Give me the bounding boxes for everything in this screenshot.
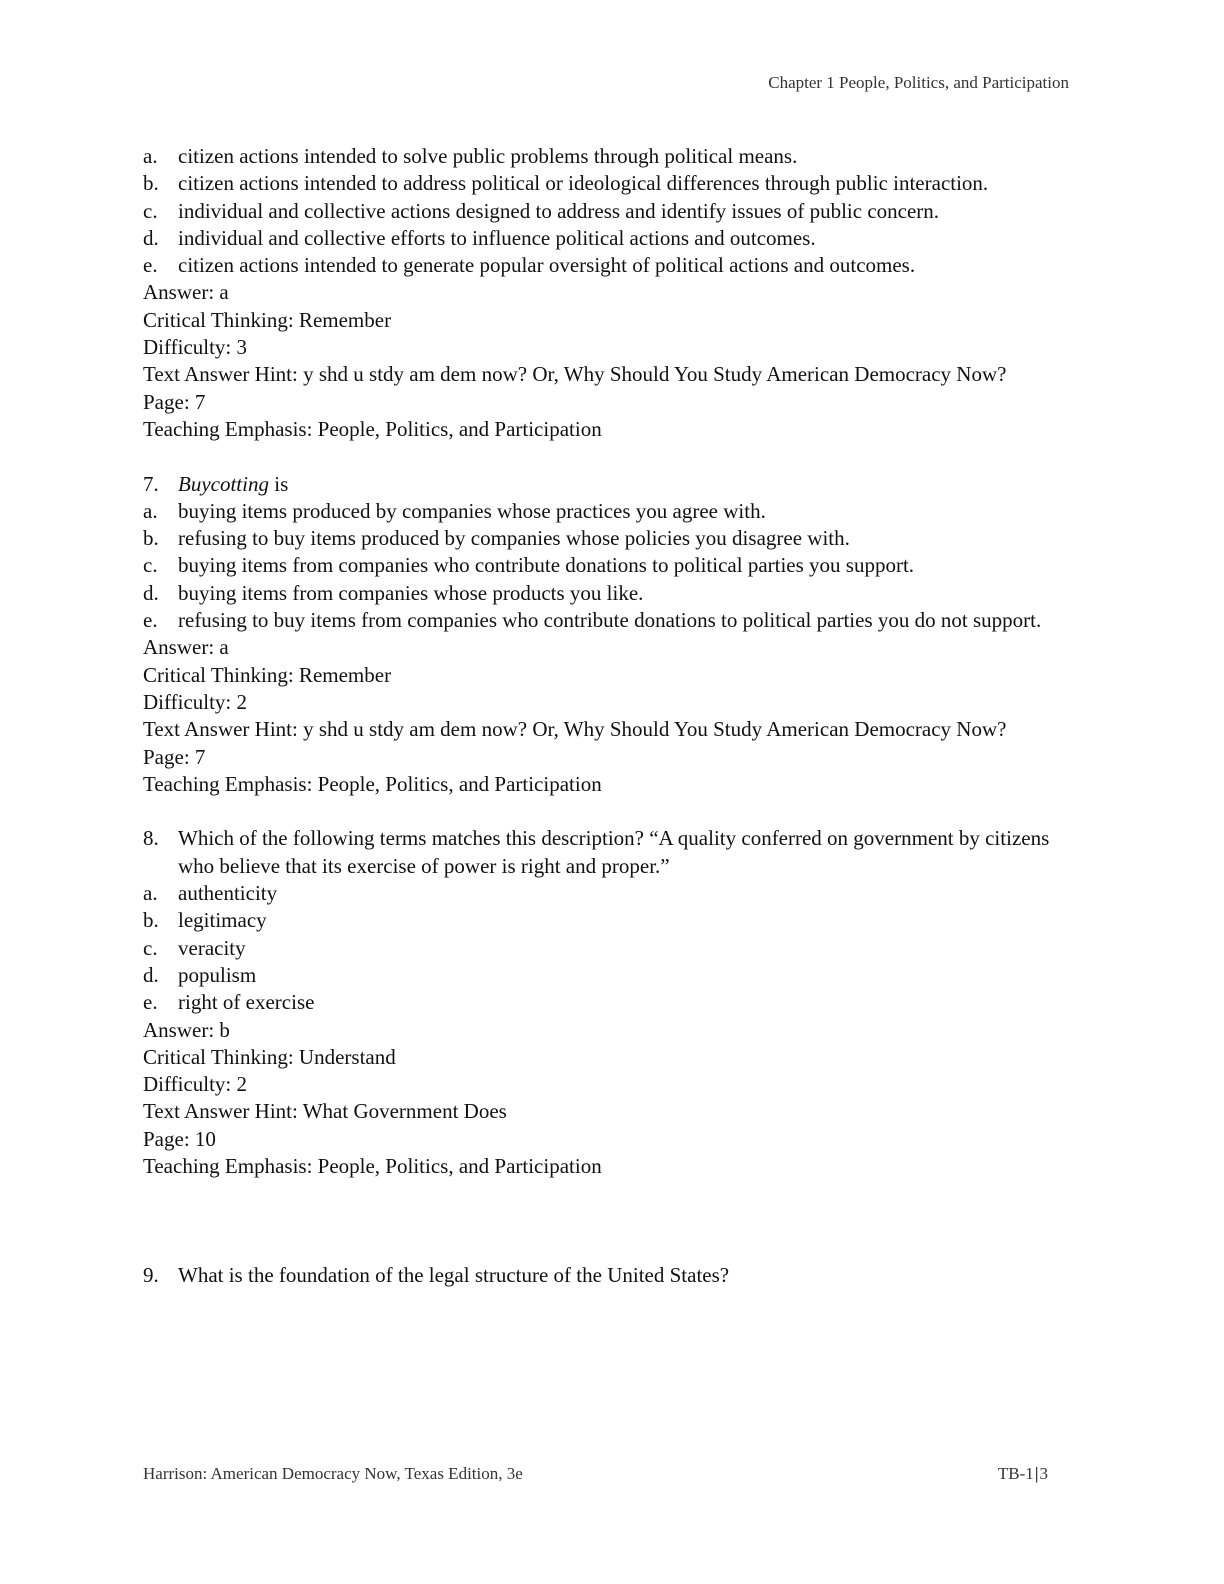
option-text: buying items from companies whose products you like. [178,580,644,605]
question-stem [143,825,1083,880]
option-c [143,935,1083,962]
critical-thinking: Critical Thinking: Remember [143,307,392,332]
page-number: 3 [1039,1464,1048,1483]
question-7 [143,471,1083,799]
chapter-title: Chapter 1 People, Politics, and Participation [768,73,1069,92]
option-label: e. [143,990,158,1015]
text-answer-hint: Text Answer Hint: What Government Does [143,1099,507,1124]
option-text: citizen actions intended to generate popular oversight of political actions and outcomes. [178,253,916,278]
page-header [768,72,1069,94]
question-number: 8. [143,826,159,851]
option-label: d. [143,962,159,987]
difficulty: Difficulty: 3 [143,335,248,360]
option-d [143,962,1083,989]
option-d [143,225,1083,252]
question-stem-text: Which of the following terms matches this description? “A quality conferred on government by citizens who believe that its exercise of power is right and proper.” [178,826,1050,878]
text-answer-hint: Text Answer Hint: y shd u stdy am dem now? Or, Why Should You Study American Democracy Now? [143,717,1007,742]
option-e [143,252,1083,279]
option-label: a. [143,144,158,168]
option-label: a. [143,498,158,523]
page-reference: Page: 7 [143,389,206,414]
option-label: c. [143,553,158,578]
option-label: b. [143,171,159,196]
question-8 [143,825,1083,1180]
book-title: Harrison: American Democracy Now, Texas Edition, 3e [143,1464,523,1483]
footer-book-title [143,1463,523,1485]
option-text: individual and collective actions designed to address and identify issues of public concern. [178,198,940,223]
page-reference: Page: 10 [143,1126,216,1151]
footer-separator: | [1034,1464,1039,1483]
question-stem-rest: is [268,471,289,496]
option-text: citizen actions intended to address political or ideological differences through public interaction. [178,171,989,196]
question-stem-text: What is the foundation of the legal structure of the United States? [178,1263,730,1288]
option-label: a. [143,881,158,906]
teaching-emphasis: Teaching Emphasis: People, Politics, and Participation [143,1153,602,1178]
difficulty: Difficulty: 2 [143,689,248,714]
question-stem [143,471,1083,498]
answer: Answer: b [143,1017,230,1042]
question-number: 7. [143,471,159,496]
option-text: buying items from companies who contribute donations to political parties you support. [178,553,915,578]
option-label: c. [143,198,158,223]
option-e [143,989,1083,1016]
answer: Answer: a [143,635,229,660]
section-code: TB-1 [997,1464,1034,1483]
question-stem [143,1262,1083,1289]
option-text: buying items produced by companies whose practices you agree with. [178,498,766,523]
option-text: refusing to buy items from companies who contribute donations to political parties you do not support. [178,608,1042,633]
critical-thinking: Critical Thinking: Remember [143,662,392,687]
option-text: refusing to buy items produced by companies whose policies you disagree with. [178,526,850,551]
option-label: e. [143,253,158,278]
option-b [143,525,1083,552]
option-text: citizen actions intended to solve public problems through political means. [178,144,798,168]
option-d [143,580,1083,607]
footer-page-number [998,1463,1048,1485]
option-text: right of exercise [178,990,315,1015]
option-e [143,607,1083,634]
page-reference: Page: 7 [143,744,206,769]
teaching-emphasis: Teaching Emphasis: People, Politics, and Participation [143,771,602,796]
option-text: veracity [178,935,246,960]
option-label: e. [143,608,158,633]
question-number: 9. [143,1263,159,1288]
teaching-emphasis: Teaching Emphasis: People, Politics, and Participation [143,416,602,441]
critical-thinking: Critical Thinking: Understand [143,1044,396,1069]
option-c [143,198,1083,225]
option-label: d. [143,580,159,605]
option-a [143,880,1083,907]
option-a [143,143,1083,170]
option-b [143,170,1083,197]
option-text: authenticity [178,881,278,906]
option-label: b. [143,908,159,933]
question-9 [143,1262,1083,1289]
option-c [143,552,1083,579]
option-text: individual and collective efforts to influence political actions and outcomes. [178,225,816,250]
option-label: d. [143,225,159,250]
option-text: populism [178,962,257,987]
question-content [143,143,1083,1290]
text-answer-hint: Text Answer Hint: y shd u stdy am dem now? Or, Why Should You Study American Democracy Now? [143,362,1007,387]
option-label: c. [143,935,158,960]
answer: Answer: a [143,280,229,305]
option-label: b. [143,526,159,551]
option-b [143,907,1083,934]
question-6-continued [143,143,1083,443]
question-term: Buycotting [178,471,269,496]
difficulty: Difficulty: 2 [143,1072,248,1097]
option-a [143,498,1083,525]
option-text: legitimacy [178,908,267,933]
